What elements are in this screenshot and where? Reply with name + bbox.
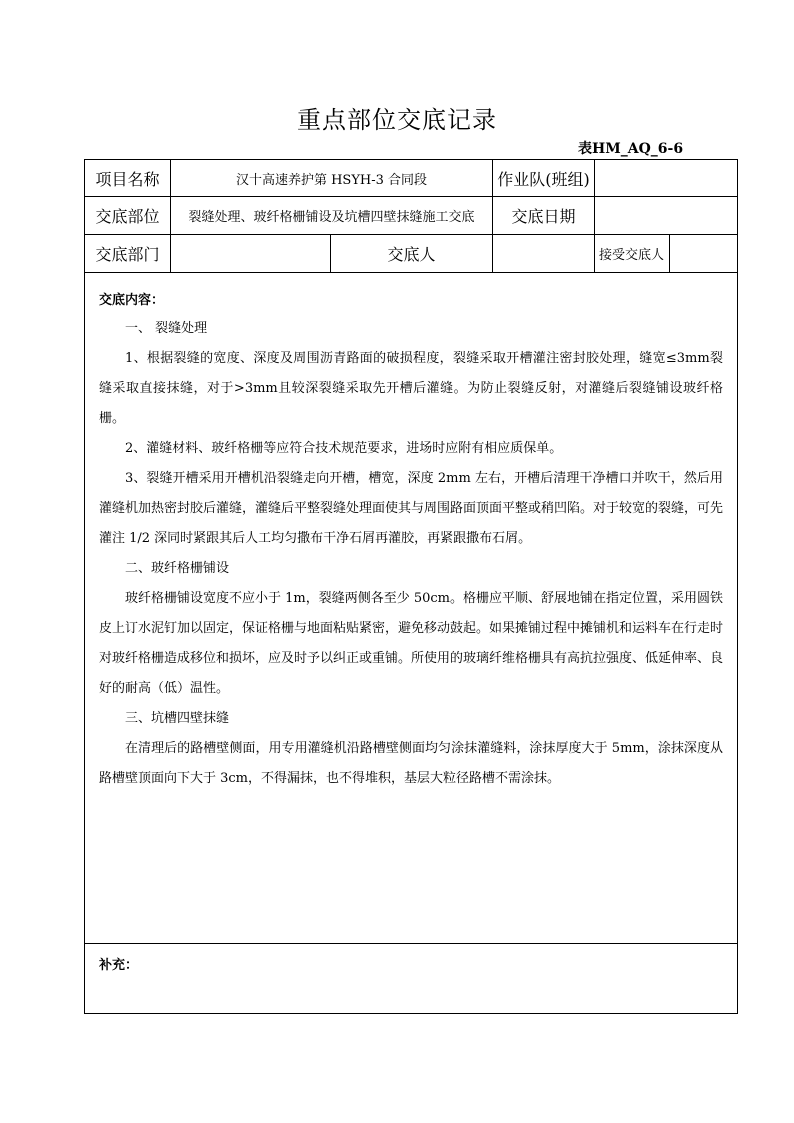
date-label: 交底日期 bbox=[493, 197, 595, 235]
person-value bbox=[493, 235, 595, 273]
dept-value bbox=[171, 235, 331, 273]
content-paragraph: 2、灌缝材料、玻纤格栅等应符合技术规范要求，进场时应附有相应质保单。 bbox=[125, 441, 563, 456]
content-heading: 交底内容： bbox=[99, 293, 165, 308]
content-paragraph: 玻纤格栅铺设宽度不应小于 1m，裂缝两侧各至少 50cm。格栅应平顺、舒展地铺在指定位置，采用圆铁皮上订水泥钉加以固定，保证格栅与地面粘贴紧密，避免移动鼓起。如果摊铺过程中摊铺机和运料车在行走时对玻纤格栅造成移位和损坏，应及时予以纠正或重铺。所使用的玻璃纤维格栅具有高抗拉强度、低延伸率、良好的耐高（低）温性。 bbox=[99, 591, 724, 696]
work-team-label: 作业队(班组) bbox=[493, 160, 595, 197]
dept-label: 交底部门 bbox=[85, 235, 171, 273]
record-table bbox=[84, 159, 738, 1014]
project-name-value: 汉十高速养护第 HSYH-3 合同段 bbox=[171, 160, 493, 197]
receiver-value bbox=[670, 235, 738, 273]
row-dept bbox=[85, 235, 738, 273]
content-body bbox=[99, 314, 723, 794]
work-team-value bbox=[595, 160, 738, 197]
supplement-heading: 补充： bbox=[99, 958, 139, 973]
part-label: 交底部位 bbox=[85, 197, 171, 235]
content-paragraph: 在清理后的路槽壁侧面，用专用灌缝机沿路槽壁侧面均匀涂抹灌缝料，涂抹厚度大于 5mm，涂抹深度从路槽壁顶面向下大于 3cm，不得漏抹，也不得堆积，基层大粒径路槽不需涂抹。 bbox=[99, 741, 723, 786]
supplement-cell bbox=[85, 944, 738, 1014]
date-value bbox=[595, 197, 738, 235]
section-heading: 三、坑槽四壁抹缝 bbox=[125, 711, 230, 726]
section-heading: 一、 裂缝处理 bbox=[125, 321, 208, 336]
part-value: 裂缝处理、玻纤格栅铺设及坑槽四壁抹缝施工交底 bbox=[171, 197, 493, 235]
form-code-prefix: 表 bbox=[578, 141, 592, 157]
row-supplement bbox=[85, 944, 738, 1014]
content-paragraph: 3、裂缝开槽采用开槽机沿裂缝走向开槽，槽宽，深度 2mm 左右，开槽后清理干净槽口并吹干，然后用灌缝机加热密封胶后灌缝，灌缝后平整裂缝处理面使其与周围路面顶面平整或稍凹陷。对于较宽的裂缝，可先灌注 1/2 深同时紧跟其后人工均匀撒布干净石屑再灌胶，再紧跟撒布石屑。 bbox=[99, 471, 724, 546]
content-paragraph: 1、根据裂缝的宽度、深度及周围沥青路面的破损程度，裂缝采取开槽灌注密封胶处理，缝宽≤3mm裂缝采取直接抹缝，对于>3mm且较深裂缝采取先开槽后灌缝。为防止裂缝反射，对灌缝后裂缝铺设玻纤格栅。 bbox=[99, 351, 723, 426]
section-heading: 二、玻纤格栅铺设 bbox=[125, 561, 230, 576]
project-name-label: 项目名称 bbox=[85, 160, 171, 197]
row-project bbox=[85, 160, 738, 197]
form-code-value: HM_AQ_6-6 bbox=[592, 141, 684, 157]
receiver-label: 接受交底人 bbox=[595, 235, 670, 273]
form-code bbox=[578, 138, 683, 158]
person-label: 交底人 bbox=[331, 235, 493, 273]
page-title: 重点部位交底记录 bbox=[297, 106, 497, 134]
row-part bbox=[85, 197, 738, 235]
row-content bbox=[85, 273, 738, 944]
content-cell bbox=[85, 273, 738, 944]
